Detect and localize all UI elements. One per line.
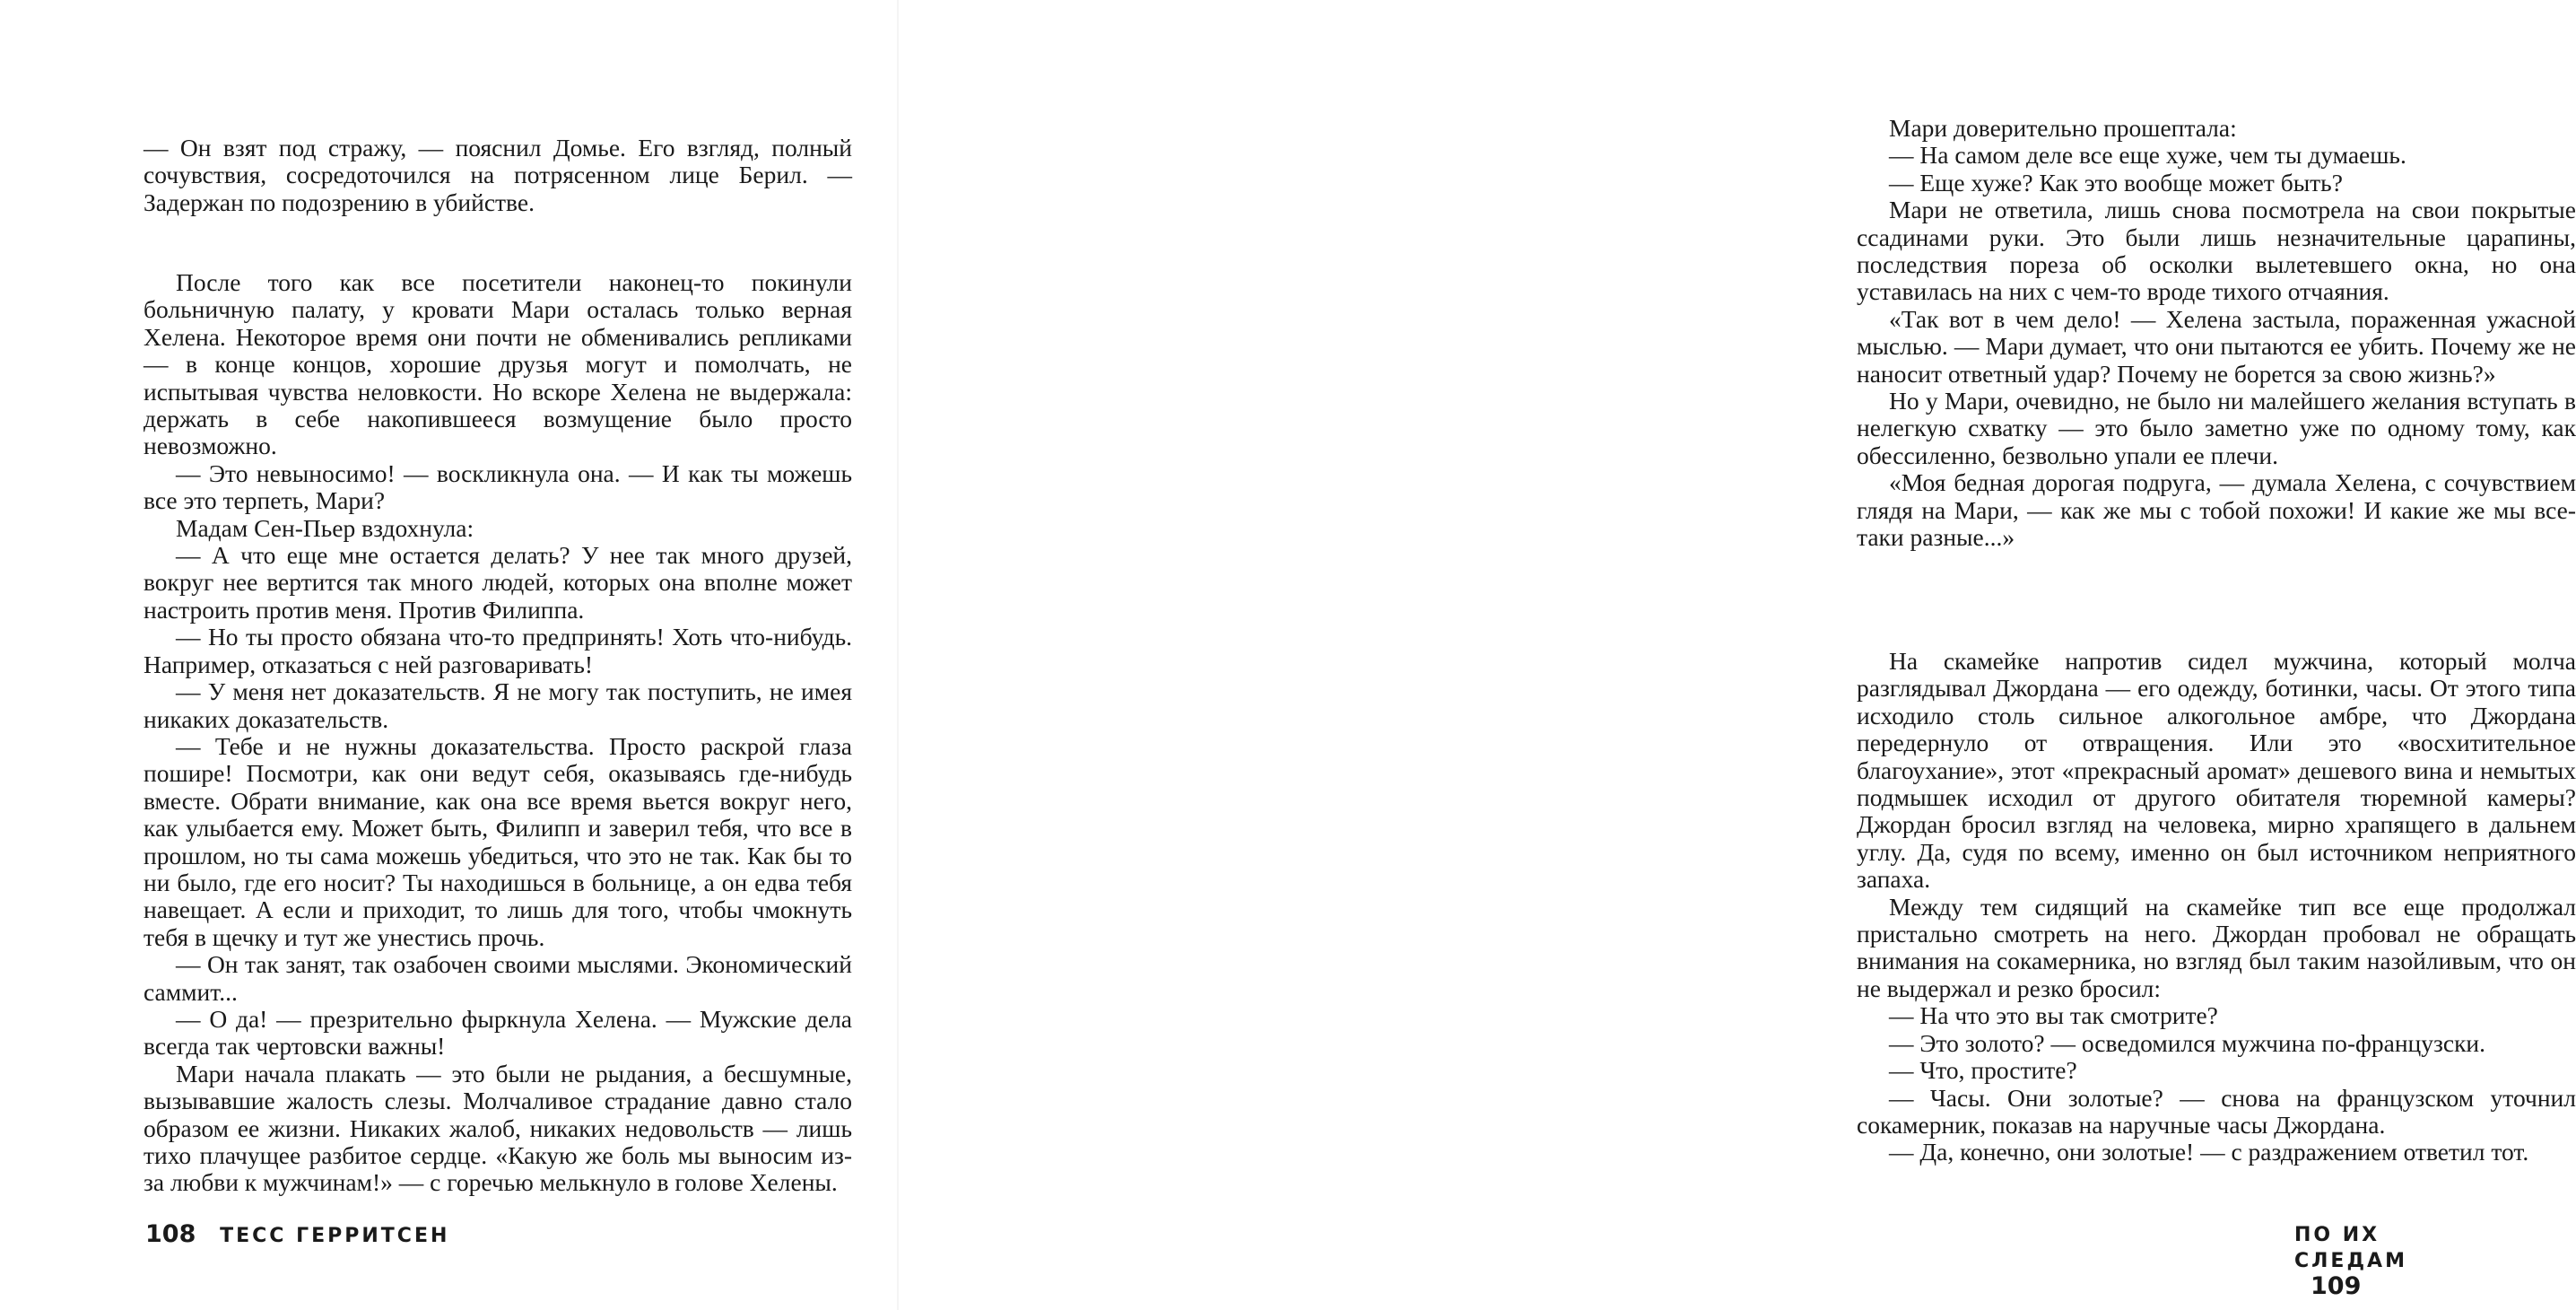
right-folio — [2294, 1220, 2407, 1300]
paragraph: — Что, простите? — [1889, 1056, 2077, 1085]
paragraph: — Но ты просто обязана что-то предпринять! Хоть что-нибудь. Например, отказаться с ней разговаривать! — [144, 623, 852, 678]
left-page — [0, 0, 897, 1310]
running-head-author: ТЕСС ГЕРРИТСЕН — [220, 1225, 450, 1247]
left-text-block-1 — [144, 135, 852, 216]
paragraph: — Он так занят, так озабочен своими мыслями. Экономический саммит... — [144, 950, 852, 1006]
paragraph: «Так вот в чем дело! — Хелена застыла, пораженная ужасной мыслью. — Мари думает, что они пытаются ее убить. Почему же не наносит ответный удар? Почему не борется за свою жизнь?» — [1857, 304, 2576, 388]
paragraph: — Это золото? — осведомился мужчина по-французски. — [1889, 1028, 2486, 1057]
paragraph: — Тебе и не нужны доказательства. Просто раскрой глаза пошире! Посмотри, как они ведут себя, оказываясь где-нибудь вместе. Обрати внимание, как она все время вьется вокруг него, как улыбается ему. Может быть, Филипп и заверил тебя, что все в прошлом, но ты сама можешь убедиться, что это не так. Как бы то ни было, где его носит? Ты находишься в больнице, а он едва тебя навещает. А если и приходит, то лишь для того, чтобы чмокнуть тебя в щечку и тут же унестись прочь. — [144, 731, 852, 951]
page-number: 108 — [145, 1220, 196, 1248]
paragraph: Мари начала плакать — это были не рыдания, а бесшумные, вызывавшие жалость слезы. Молчаливое страдание давно стало образом ее жизни. Никаких жалоб, никаких недовольств — лишь тихо плачущее разбитое сердце. «Какую же боль мы выносим из-за любви к мужчинам!» — с горечью мелькнуло в голове Хелены. — [144, 1059, 852, 1197]
right-page — [897, 0, 2576, 1310]
paragraph: «Моя бедная дорогая подруга, — думала Хелена, с сочувствием глядя на Мари, — как же мы с тобой похожи! И какие же мы все-таки разные...» — [1857, 468, 2576, 552]
paragraph: — Да, конечно, они золотые! — с раздражением ответил тот. — [1889, 1138, 2529, 1166]
paragraph: После того как все посетители наконец-то покинули больничную палату, у кровати Мари осталась только верная Хелена. Некоторое время они почти не обменивались репликами — в конце концов, хорошие друзья могут и помолчать, не испытывая чувства неловкости. Но вскоре Хелена не выдержала: держать в себе накопившееся возмущение было просто невозможно. — [144, 268, 852, 460]
paragraph: — На самом деле все еще хуже, чем ты думаешь. — [1889, 141, 2406, 170]
paragraph: — О да! — презрительно фыркнула Хелена. — Мужские дела всегда так чертовски важны! — [144, 1004, 852, 1061]
right-text-block-1 — [1857, 115, 2576, 552]
left-text-block-2 — [144, 269, 852, 1197]
running-head-title: ПО ИХ СЛЕДАМ — [2294, 1224, 2407, 1272]
paragraph: — У меня нет доказательств. Я не могу так поступить, не имея никаких доказательств. — [144, 677, 852, 733]
paragraph: Но у Мари, очевидно, не было ни малейшего желания вступать в нелегкую схватку — это было заметно уже по одному тому, как обессиленно, безвольно упали ее плечи. — [1857, 387, 2576, 469]
left-folio — [145, 1220, 449, 1248]
paragraph: — Еще хуже? Как это вообще может быть? — [1889, 168, 2343, 196]
paragraph: — На что это вы так смотрите? — [1889, 1001, 2218, 1030]
paragraph: — Часы. Они золотые? — снова на французском уточнил сокамерник, показав на наручные часы Джордана. — [1857, 1083, 2576, 1139]
paragraph: — Он взят под стражу, — пояснил Домье. Его взгляд, полный сочувствия, сосредоточился на потрясенном лице Берил. — Задержан по подозрению в убийстве. — [144, 134, 852, 216]
paragraph: Мадам Сен-Пьер вздохнула: — [176, 513, 474, 542]
page-number: 109 — [2311, 1272, 2362, 1300]
paragraph: Между тем сидящий на скамейке тип все еще продолжал пристально смотреть на него. Джордан пробовал не обращать внимания на сокамерника, но взгляд был таким назойливым, что он не выдержал и резко бросил: — [1857, 892, 2576, 1002]
paragraph: — Это невыносимо! — воскликнула она. — И как ты можешь все это терпеть, Мари? — [144, 458, 852, 515]
right-text-block-2 — [1857, 648, 2576, 1166]
paragraph: На скамейке напротив сидел мужчина, который молча разглядывал Джордана — его одежду, ботинки, часы. От этого типа исходило столь сильное алкогольное амбре, что Джордана передернуло от отвращения. Или это «восхитительное благоухание», этот «прекрасный аромат» дешевого вина и немытых подмышек исходил от другого обитателя тюремной камеры? Джордан бросил взгляд на человека, мирно храпящего в дальнем углу. Да, судя по всему, именно он был источником неприятного запаха. — [1857, 647, 2576, 894]
paragraph: Мари доверительно прошептала: — [1889, 114, 2237, 142]
paragraph: Мари не ответила, лишь снова посмотрела на свои покрытые ссадинами руки. Это были лишь незначительные царапины, последствия пореза об осколки вылетевшего окна, но она уставилась на них с чем-то вроде тихого отчаяния. — [1857, 196, 2576, 306]
paragraph: — А что еще мне остается делать? У нее так много друзей, вокруг нее вертится так много людей, которых она вполне может настроить против меня. Против Филиппа. — [144, 541, 852, 624]
